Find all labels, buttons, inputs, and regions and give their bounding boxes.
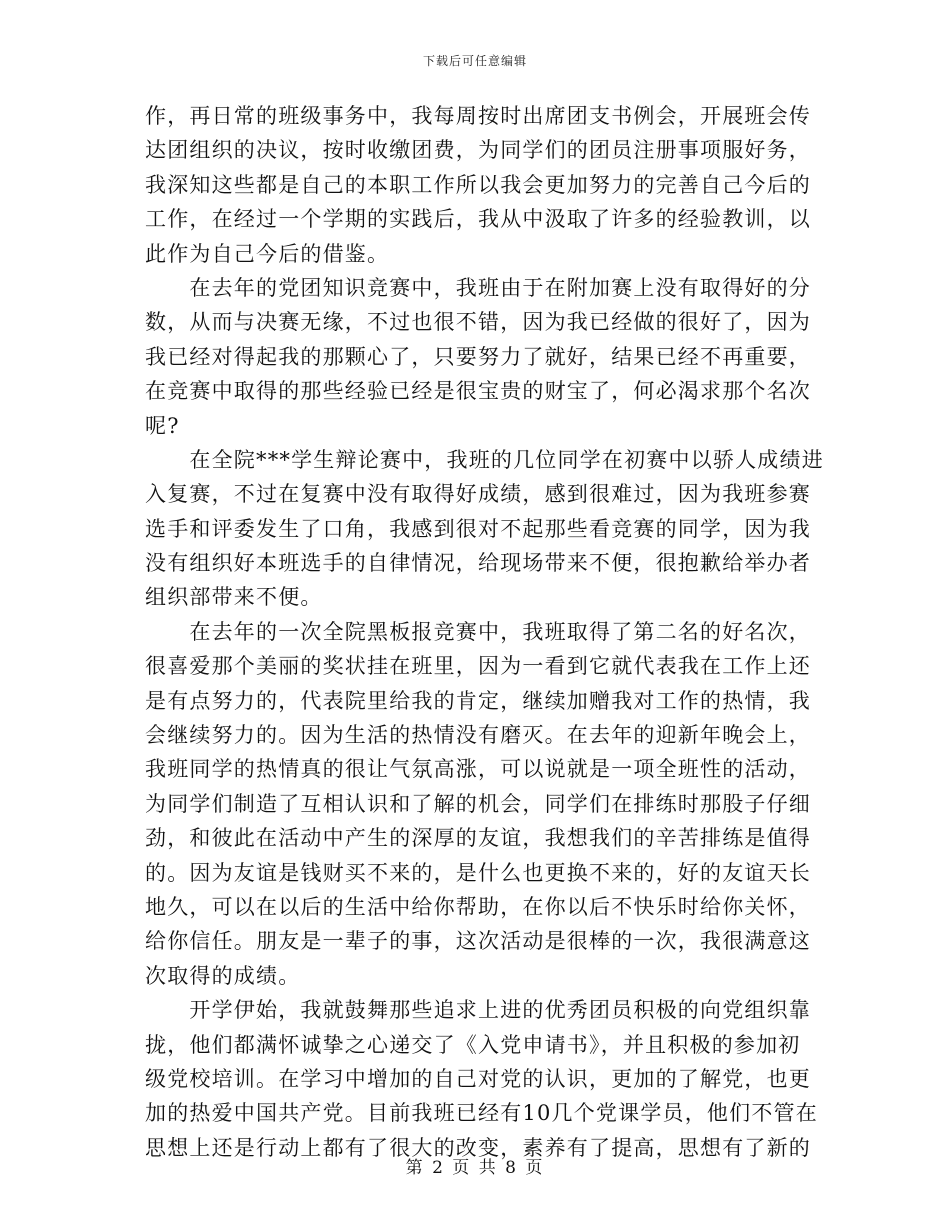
text-line: 开学伊始，我就鼓舞那些追求上进的优秀团员积极的向党组织靠 [145, 998, 811, 1023]
text-line: 是有点努力的，代表院里给我的肯定，继续加赠我对工作的热情，我 [145, 688, 811, 713]
text-line: 在全院***学生辩论赛中，我班的几位同学在初赛中以骄人成绩进 [145, 447, 824, 472]
text-line: 很喜爱那个美丽的奖状挂在班里，因为一看到它就代表我在工作上还 [145, 654, 811, 679]
text-line: 我深知这些都是自己的本职工作所以我会更加努力的完善自己今后的 [145, 172, 811, 197]
text-line: 劲，和彼此在活动中产生的深厚的友谊，我想我们的辛苦排练是值得 [145, 826, 811, 851]
text-line: 在去年的党团知识竞赛中，我班由于在附加赛上没有取得好的分 [145, 275, 811, 300]
text-line: 为同学们制造了互相认识和了解的机会，同学们在排练时那股子仔细 [145, 791, 811, 816]
text-line: 在竞赛中取得的那些经验已经是很宝贵的财宝了，何必渴求那个名次 [145, 379, 811, 404]
text-line: 级党校培训。在学习中增加的自己对党的认识，更加的了解党，也更 [145, 1066, 811, 1091]
text-line: 此作为自己今后的借鉴。 [145, 241, 390, 266]
text-line: 作，再日常的班级事务中，我每周按时出席团支书例会，开展班会传 [145, 104, 811, 128]
text-line: 地久，可以在以后的生活中给你帮助，在你以后不快乐时给你关怀， [145, 894, 811, 919]
text-line: 给你信任。朋友是一辈子的事，这次活动是很棒的一次，我很满意这 [145, 929, 811, 954]
document-body [145, 99, 824, 1165]
text-line: 次取得的成绩。 [145, 963, 301, 988]
text-line: 的。因为友谊是钱财买不来的，是什么也更换不来的，好的友谊天长 [145, 860, 811, 885]
text-line: 数，从而与决赛无缘，不过也很不错，因为我已经做的很好了，因为 [145, 310, 811, 335]
text-line: 呢? [145, 413, 180, 438]
text-line: 加的热爱中国共产党。目前我班已经有10几个党课学员，他们不管在 [145, 1101, 818, 1126]
text-line: 会继续努力的。因为生活的热情没有磨灭。在去年的迎新年晚会上， [145, 723, 811, 748]
text-line: 没有组织好本班选手的自律情况，给现场带来不便，很抱歉给举办者 [145, 551, 811, 576]
text-line: 选手和评委发生了口角，我感到很对不起那些看竞赛的同学，因为我 [145, 516, 811, 541]
text-line: 组织部带来不便。 [145, 585, 323, 610]
page-header: 下载后可任意编辑 [422, 54, 527, 68]
text-line: 入复赛，不过在复赛中没有取得好成绩，感到很难过，因为我班参赛 [145, 482, 811, 507]
text-line: 我已经对得起我的那颗心了，只要努力了就好，结果已经不再重要， [145, 344, 811, 369]
text-line: 我班同学的热情真的很让气氛高涨，可以说就是一项全班性的活动， [145, 757, 811, 782]
text-line: 思想上还是行动上都有了很大的改变，素养有了提高，思想有了新的 [145, 1135, 811, 1160]
text-line: 在去年的一次全院黑板报竞赛中，我班取得了第二名的好名次， [145, 619, 811, 644]
text-line: 工作，在经过一个学期的实践后，我从中汲取了许多的经验教训，以 [145, 207, 811, 232]
text-line: 达团组织的决议，按时收缴团费，为同学们的团员注册事项服好务， [145, 138, 811, 163]
page-number-footer: 第 2 页 共 8 页 [405, 1158, 545, 1178]
text-line: 拢，他们都满怀诚挚之心递交了《入党申请书》，并且积极的参加初 [145, 1032, 801, 1057]
